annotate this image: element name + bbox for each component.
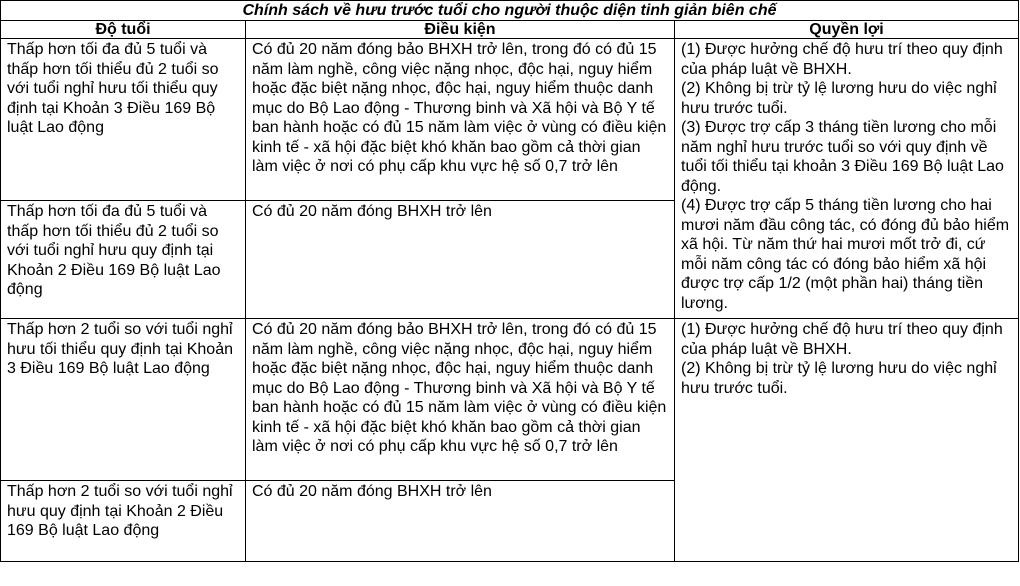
header-condition: Điều kiện [246,21,675,39]
age-cell: Thấp hơn 2 tuổi so với tuổi nghỉ hưu quy định tại Khoản 2 Điều 169 Bộ luật Lao động [1,481,246,562]
age-cell: Thấp hơn tối đa đủ 5 tuổi và thấp hơn tối thiểu đủ 2 tuổi so với tuổi nghỉ hưu tối thiểu quy định tại Khoản 3 Điều 169 Bộ luật Lao động [1,39,246,201]
title-row [1,1,1019,21]
age-cell: Thấp hơn tối đa đủ 5 tuổi và thấp hơn tối thiểu đủ 2 tuổi so với tuổi nghỉ hưu quy định tại Khoản 2 Điều 169 Bộ luật Lao động [1,201,246,319]
benefit-item: (2) Không bị trừ tỷ lệ lương hưu do việc nghỉ hưu trước tuổi. [681,80,997,117]
condition-cell: Có đủ 20 năm đóng bảo BHXH trở lên, trong đó có đủ 15 năm làm nghề, công việc nặng nhọc, độc hại, nguy hiểm hoặc đặc biệt nặng nhọc, độc hại, nguy hiểm thuộc danh mục do Bộ Lao động - Thương binh và Xã hội và Bộ Y tế ban hành hoặc có đủ 15 năm làm việc ở vùng có điều kiện kinh tế - xã hội đặc biệt khó khăn bao gồm cả thời gian làm việc ở nơi có phụ cấp khu vực hệ số 0,7 trở lên [246,319,675,481]
condition-cell: Có đủ 20 năm đóng BHXH trở lên [246,201,675,319]
benefit-item: (1) Được hưởng chế độ hưu trí theo quy định của pháp luật về BHXH. [681,321,1003,358]
benefit-cell-group-1 [675,39,1019,319]
benefit-item: (2) Không bị trừ tỷ lệ lương hưu do việc nghỉ hưu trước tuổi. [681,360,997,397]
header-row [1,21,1019,39]
benefit-item: (1) Được hưởng chế độ hưu trí theo quy định của pháp luật về BHXH. [681,41,1003,78]
table-title: Chính sách về hưu trước tuổi cho người thuộc diện tinh giản biên chế [1,1,1019,21]
header-age: Độ tuổi [1,21,246,39]
age-cell: Thấp hơn 2 tuổi so với tuổi nghỉ hưu tối thiểu quy định tại Khoản 3 Điều 169 Bộ luật Lao động [1,319,246,481]
condition-cell: Có đủ 20 năm đóng BHXH trở lên [246,481,675,562]
benefit-cell-group-2 [675,319,1019,562]
condition-cell: Có đủ 20 năm đóng bảo BHXH trở lên, trong đó có đủ 15 năm làm nghề, công việc nặng nhọc, độc hại, nguy hiểm hoặc đặc biệt nặng nhọc, độc hại, nguy hiểm thuộc danh mục do Bộ Lao động - Thương binh và Xã hội và Bộ Y tế ban hành hoặc có đủ 15 năm làm việc ở vùng có điều kiện kinh tế - xã hội đặc biệt khó khăn bao gồm cả thời gian làm việc ở nơi có phụ cấp khu vực hệ số 0,7 trở lên [246,39,675,201]
table-row [1,319,1019,481]
header-benefit: Quyền lợi [675,21,1019,39]
table-row [1,39,1019,201]
benefit-item: (4) Được trợ cấp 5 tháng tiền lương cho hai mươi năm đầu công tác, có đóng đủ bảo hiểm xã hội. Từ năm thứ hai mươi mốt trở đi, cứ mỗi năm công tác có đóng bảo hiểm xã hội được trợ cấp 1/2 (một phần hai) tháng tiền lương. [681,197,1010,312]
benefit-item: (3) Được trợ cấp 3 tháng tiền lương cho mỗi năm nghỉ hưu trước tuổi so với quy định về tuổi tối thiểu tại khoản 3 Điều 169 Bộ luật Lao động. [681,119,1004,195]
